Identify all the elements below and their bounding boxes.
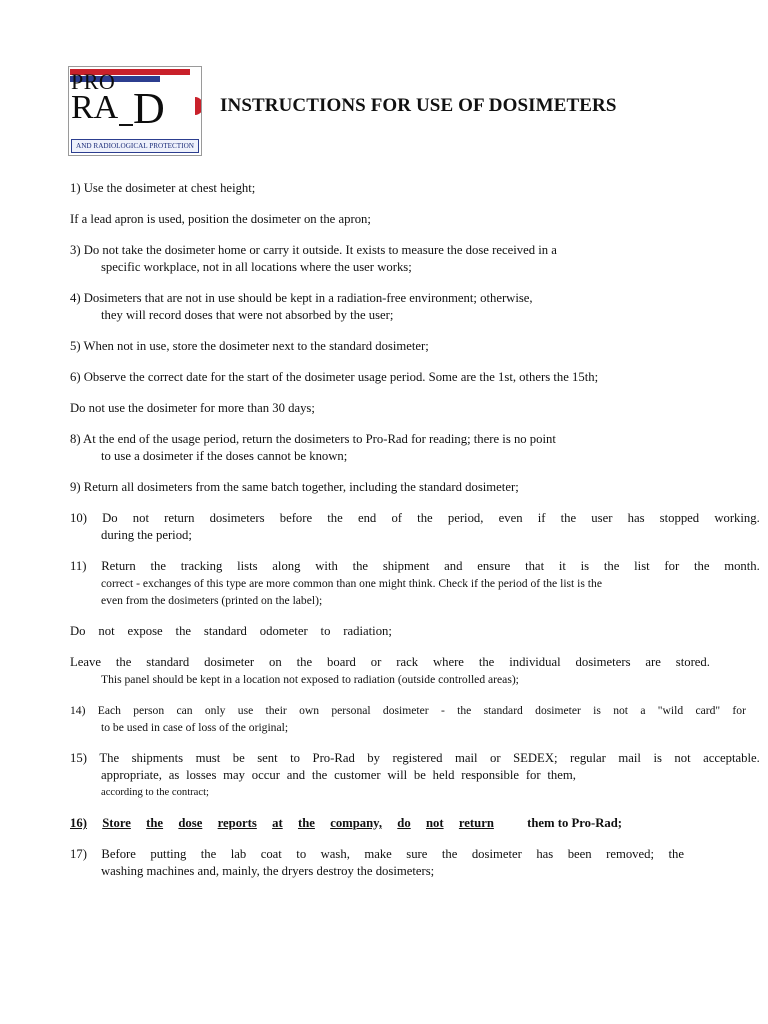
instruction-10 <box>70 510 760 544</box>
instruction-3 <box>70 242 760 276</box>
instruction-17 <box>70 846 760 880</box>
instruction-line: 3) Do not take the dosimeter home or carry it outside. It exists to measure the dose received in a <box>70 243 557 257</box>
logo-underline <box>119 124 133 126</box>
instruction-7 <box>70 400 760 417</box>
instruction-line: to use a dosimeter if the doses cannot be known; <box>101 449 348 463</box>
instruction-line: 4) Dosimeters that are not in use should be kept in a radiation-free environment; otherwise, <box>70 291 533 305</box>
instruction-line: to be used in case of loss of the original; <box>101 721 289 734</box>
instruction-line: they will record doses that were not absorbed by the user; <box>101 308 394 322</box>
instruction-6 <box>70 369 760 386</box>
instruction-1 <box>70 180 760 197</box>
logo-text-pro: PRO <box>71 69 116 94</box>
logo-text-d: D <box>133 84 165 133</box>
instruction-14 <box>70 702 760 736</box>
instruction-line: If a lead apron is used, position the dosimeter on the apron; <box>70 212 371 226</box>
instruction-line: washing machines and, mainly, the dryers destroy the dosimeters; <box>101 864 435 878</box>
instruction-line: 6) Observe the correct date for the start of the dosimeter usage period. Some are the 1st, others the 15th; <box>70 370 599 384</box>
instruction-11 <box>70 558 760 609</box>
instruction-9 <box>70 479 760 496</box>
instruction-4 <box>70 290 760 324</box>
instruction-line: Leave the standard dosimeter on the board or rack where the individual dosimeters are stored. <box>70 655 710 669</box>
instruction-line: according to the contract; <box>101 787 209 798</box>
instruction-line: 1) Use the dosimeter at chest height; <box>70 181 256 195</box>
instruction-list <box>70 180 760 894</box>
instruction-line: specific workplace, not in all locations where the user works; <box>101 260 412 274</box>
instruction-line: 16) Store the dose reports at the company, do not return <box>70 816 494 830</box>
instruction-15 <box>70 750 760 801</box>
instruction-line: them to Pro-Rad; <box>527 816 622 830</box>
instruction-line: 11) Return the tracking lists along with the shipment and ensure that it is the list for the month. <box>70 559 760 573</box>
instruction-line: even from the dosimeters (printed on the label); <box>101 594 323 607</box>
document-title: INSTRUCTIONS FOR USE OF DOSIMETERS <box>220 95 617 116</box>
instruction-line: 10) Do not return dosimeters before the end of the period, even if the user has stopped working. <box>70 511 760 525</box>
instruction-2 <box>70 211 760 228</box>
instruction-12 <box>70 623 760 640</box>
instruction-line: Do not expose the standard odometer to radiation; <box>70 624 392 638</box>
instruction-line: This panel should be kept in a location not exposed to radiation (outside controlled areas); <box>101 673 519 686</box>
instruction-line: during the period; <box>101 528 192 542</box>
logo-red-accent <box>195 97 202 115</box>
instruction-line: 15) The shipments must be sent to Pro-Rad by registered mail or SEDEX; regular mail is not acceptable. <box>70 751 760 765</box>
instruction-line: correct - exchanges of this type are more common than one might think. Check if the period of the list is the <box>101 577 602 590</box>
pro-rad-logo <box>68 66 202 156</box>
instruction-8 <box>70 431 760 465</box>
logo-text-ra: RA <box>71 89 119 126</box>
instruction-13 <box>70 654 760 688</box>
logo-tagline: AND RADIOLOGICAL PROTECTION <box>71 139 199 153</box>
instruction-line: 14) Each person can only use their own personal dosimeter - the standard dosimeter is not a "wild card" for <box>70 704 746 717</box>
instruction-line: 9) Return all dosimeters from the same batch together, including the standard dosimeter; <box>70 480 519 494</box>
instruction-line: Do not use the dosimeter for more than 30 days; <box>70 401 315 415</box>
instruction-line: 8) At the end of the usage period, return the dosimeters to Pro-Rad for reading; there is no point <box>70 432 556 446</box>
instruction-16 <box>70 815 760 832</box>
instruction-5 <box>70 338 760 355</box>
instruction-line: 17) Before putting the lab coat to wash, make sure the dosimeter has been removed; the <box>70 847 684 861</box>
instruction-line: 5) When not in use, store the dosimeter next to the standard dosimeter; <box>70 339 429 353</box>
instruction-line: appropriate, as losses may occur and the customer will be held responsible for them, <box>101 768 576 782</box>
